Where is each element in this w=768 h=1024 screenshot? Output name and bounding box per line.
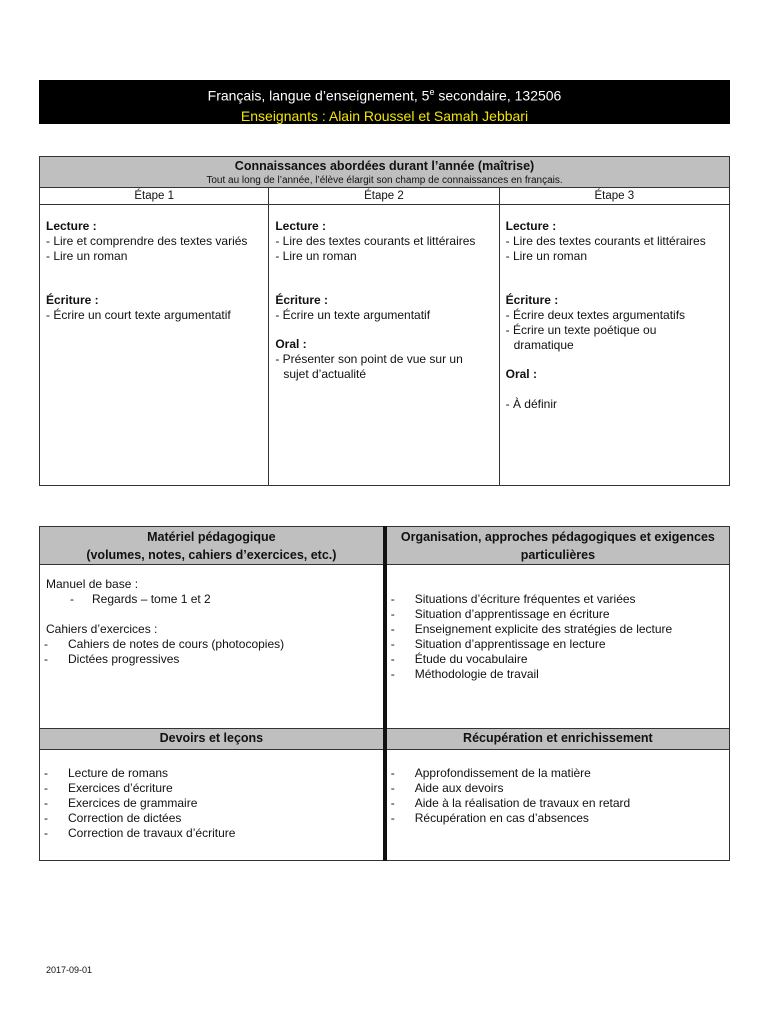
list-item: - Lecture de romans [40,766,383,781]
devoirs-heading: Devoirs et leçons [40,729,385,750]
organisation-content [385,565,730,729]
course-title: Français, langue d’enseignement, 5e secondaire, 132506 [207,87,562,104]
stage-2-header: Étape 2 [269,188,499,205]
stage-1-content: Lecture : - Lire et comprendre des textes variés - Lire un roman Écriture : - Écrire un court texte argumentatif [40,205,269,486]
materiel-content: Manuel de base : - Regards – tome 1 et 2 Cahiers d’exercices : - Cahiers de notes de cours (photocopies) - Dictées progressives [40,565,385,729]
cahiers-list [40,637,383,667]
document-date: 2017-09-01 [46,965,93,975]
list-item: - Récupération en cas d’absences [387,811,729,826]
list-item: - Correction de dictées [40,811,383,826]
recuperation-heading: Récupération et enrichissement [385,729,730,750]
resources-table [39,526,730,861]
list-item: - Situations d’écriture fréquentes et variées [387,592,729,607]
list-item: - Correction de travaux d’écriture [40,826,383,841]
recuperation-list [387,750,729,826]
list-item: - Cahiers de notes de cours (photocopies) [40,637,377,652]
stage-2-content: Lecture : - Lire des textes courants et littéraires - Lire un roman Écriture : - Écrire un texte argumentatif Oral : - Présenter son point de vue sur un sujet d’actualité [269,205,499,486]
knowledge-heading: Connaissances abordées durant l’année (maîtrise) Tout au long de l’année, l’élève élargit son champ de connaissances en français. [40,157,730,188]
list-item: - Méthodologie de travail [387,667,729,682]
list-item: - Étude du vocabulaire [387,652,729,667]
document-header [39,80,730,124]
list-item: - Situation d’apprentissage en lecture [387,637,729,652]
list-item: - Exercices d’écriture [40,781,383,796]
list-item: - Aide à la réalisation de travaux en retard [387,796,729,811]
stage-1-header: Étape 1 [40,188,269,205]
stage-3-content: Lecture : - Lire des textes courants et littéraires - Lire un roman Écriture : - Écrire deux textes argumentatifs - Écrire un texte poétique ou dramatique Oral : - À définir [499,205,729,486]
list-item: - Approfondissement de la matière [387,766,729,781]
list-item: - Dictées progressives [40,652,377,667]
manuel-item: - Regards – tome 1 et 2 [70,592,211,606]
organisation-list [387,565,729,682]
devoirs-content [40,750,385,861]
recuperation-content [385,750,730,861]
list-item: - Situation d’apprentissage en écriture [387,607,729,622]
stage-3-header: Étape 3 [499,188,729,205]
teachers-line: Enseignants : Alain Roussel et Samah Jebbari [240,107,529,124]
list-item: - Enseignement explicite des stratégies de lecture [387,622,729,637]
list-item: - Aide aux devoirs [387,781,729,796]
list-item: - Exercices de grammaire [40,796,383,811]
materiel-heading: Matériel pédagogique (volumes, notes, cahiers d’exercices, etc.) [40,527,385,565]
knowledge-table [39,156,730,486]
devoirs-list [40,750,383,841]
organisation-heading: Organisation, approches pédagogiques et exigences particulières [385,527,730,565]
